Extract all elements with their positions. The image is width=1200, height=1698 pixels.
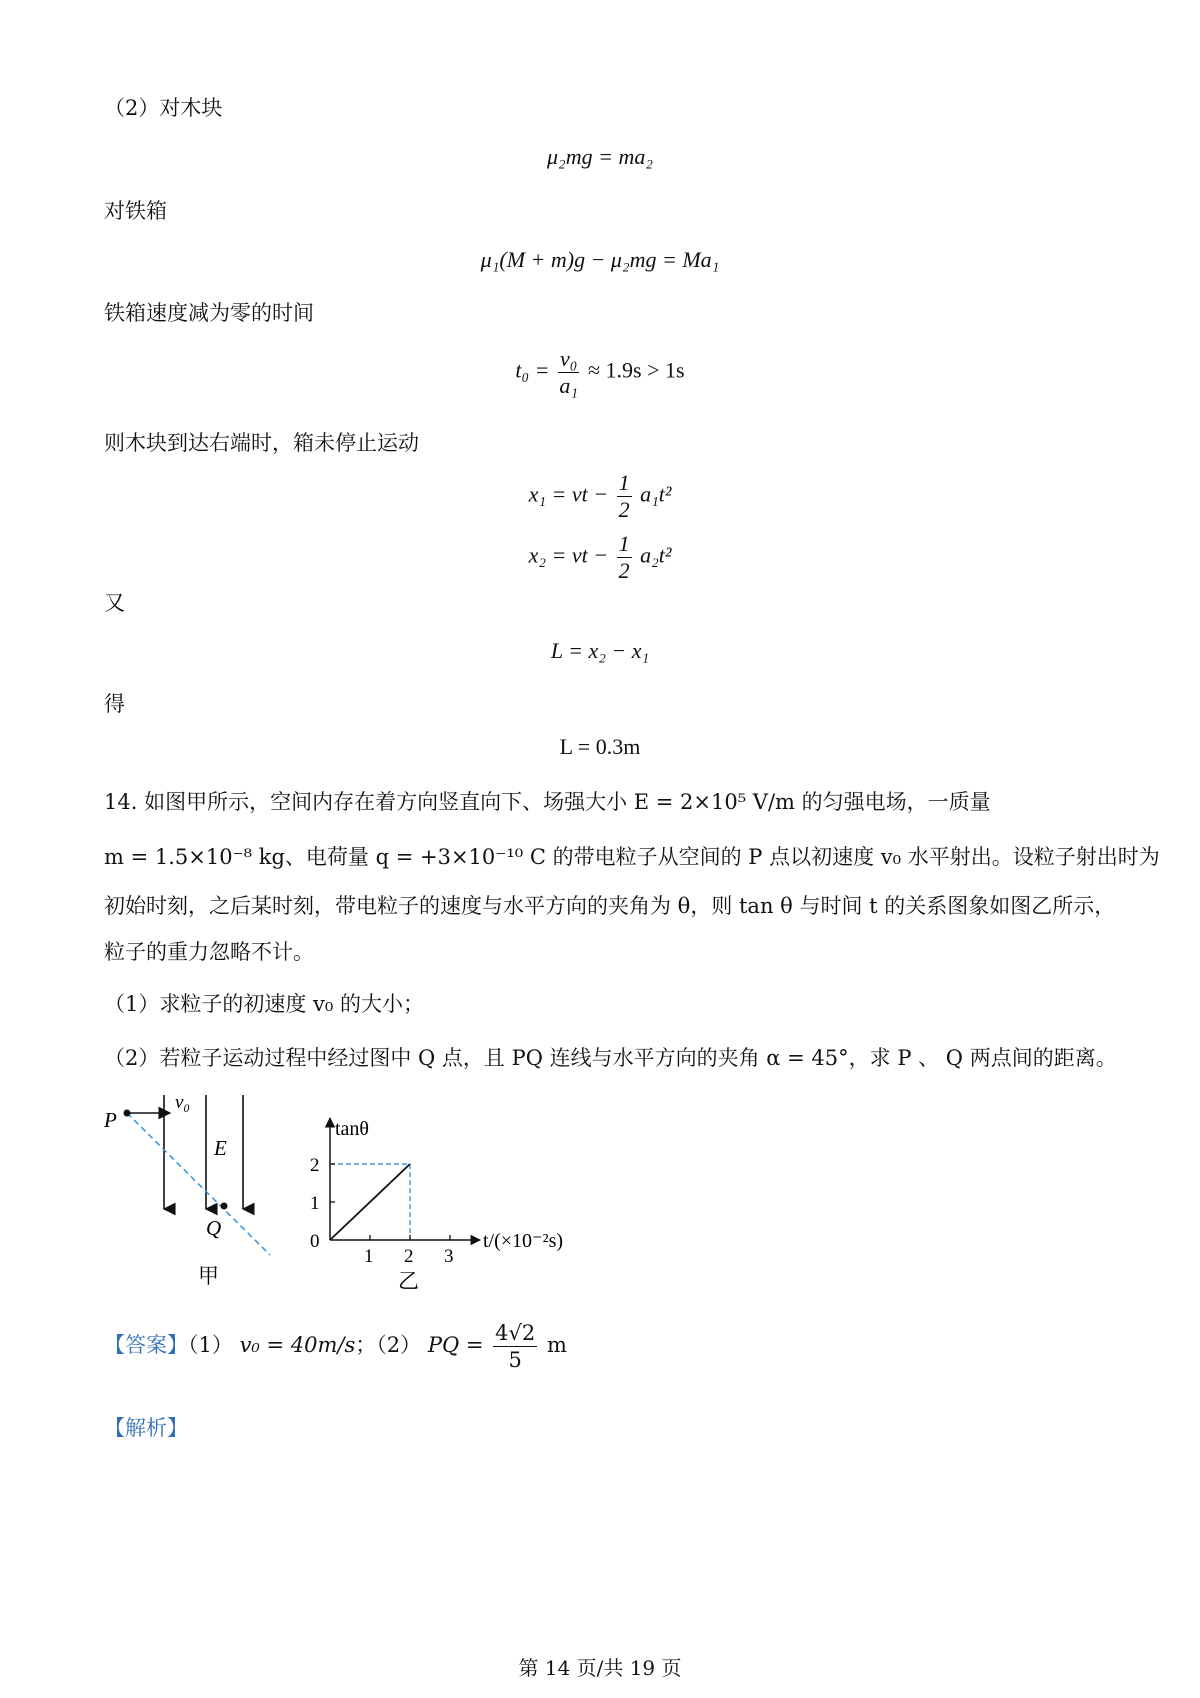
answer-v0: v₀ = 40m/s <box>239 1333 356 1357</box>
answer-pq-fraction <box>493 1320 537 1373</box>
also-label: 又 <box>104 591 125 615</box>
y-axis-label: tanθ <box>335 1118 370 1140</box>
equation-wood-block: μ₂mg = ma₂ <box>547 144 653 169</box>
label-E: E <box>214 1136 227 1160</box>
eq3-num: v₀ <box>560 346 578 371</box>
q14-line1: 14. 如图甲所示，空间内存在着方向竖直向下、场强大小 E = 2×10⁵ V/m 的匀强电场，一质量 <box>104 790 991 814</box>
page-footer: 第 14 页/共 19 页 <box>518 1656 682 1680</box>
equation-x2 <box>0 531 1200 584</box>
iron-box-label: 对铁箱 <box>104 199 167 223</box>
answer-pq-unit: m <box>546 1333 567 1357</box>
pq-dashed-line <box>127 1113 270 1255</box>
eq5-lhs: x₂ = vt − <box>528 542 609 568</box>
answer-separator: ；（2） <box>355 1333 422 1357</box>
eq3-rhs: ≈ 1.9s > 1s <box>587 357 685 383</box>
label-P: P <box>104 1108 117 1132</box>
eq4-lhs: x₁ = vt − <box>528 481 609 507</box>
eq3-den: a₁ <box>559 373 579 398</box>
y-tick-label: 0 <box>310 1231 320 1252</box>
answer-part1: （1） <box>188 1333 233 1357</box>
q14-line3: 初始时刻，之后某时刻，带电粒子的速度与水平方向的夹角为 θ，则 tan θ 与时间 t 的关系图象如图乙所示， <box>104 894 1116 918</box>
q14-line4: 粒子的重力忽略不计。 <box>104 940 314 964</box>
x-axis-label: t/(×10⁻²s) <box>483 1230 564 1252</box>
get-label: 得 <box>104 692 125 716</box>
label-Q: Q <box>206 1216 222 1240</box>
answer-pq-lhs: PQ = <box>427 1333 484 1357</box>
part2-label: （2）对木块 <box>104 96 223 120</box>
equation-L-result: L = 0.3m <box>559 734 641 759</box>
eq3-fraction <box>558 346 579 399</box>
eq5-rhs: a₂t² <box>640 542 672 568</box>
equation-t0 <box>0 346 1200 399</box>
q14-subquestion-1: （1）求粒子的初速度 v₀ 的大小； <box>104 992 424 1016</box>
point-P <box>124 1110 131 1117</box>
x-tick-label: 3 <box>444 1246 454 1267</box>
eq4-fraction <box>617 470 632 523</box>
answer-line <box>104 1320 567 1373</box>
eq4-rhs: a₁t² <box>640 481 672 507</box>
y-tick-label: 1 <box>310 1193 320 1214</box>
analysis-tag: 【解析】 <box>104 1416 188 1440</box>
eq5-num: 1 <box>618 531 630 556</box>
answer-pq-num: 4√2 <box>495 1321 536 1345</box>
equation-x1 <box>0 470 1200 523</box>
eq5-fraction <box>617 531 632 584</box>
caption-jia: 甲 <box>198 1264 219 1288</box>
eq4-den: 2 <box>618 497 630 522</box>
answer-tag: 【答案】 <box>104 1333 188 1357</box>
q14-subquestion-2: （2）若粒子运动过程中经过图中 Q 点，且 PQ 连线与水平方向的夹角 α = 45°，求 P 、 Q 两点间的距离。 <box>104 1046 1117 1070</box>
q14-line2: m = 1.5×10⁻⁸ kg、电荷量 q = +3×10⁻¹⁰ C 的带电粒子从空间的 P 点以初速度 v₀ 水平射出。设粒子射出时为 <box>104 845 1160 869</box>
point-Q <box>221 1203 228 1210</box>
x-tick-label: 1 <box>364 1246 374 1267</box>
eq3-lhs: t₀ = <box>515 357 550 383</box>
caption-yi: 乙 <box>398 1269 419 1293</box>
equation-iron-box: μ₁(M + m)g − μ₂mg = Ma₁ <box>480 247 720 272</box>
y-tick-label: 2 <box>310 1155 320 1176</box>
not-stopped-text: 则木块到达右端时，箱未停止运动 <box>104 431 419 455</box>
label-v0: v₀ <box>175 1092 191 1113</box>
x-tick-label: 2 <box>404 1246 414 1267</box>
answer-pq-den: 5 <box>508 1348 522 1372</box>
figure-jia <box>100 1085 300 1295</box>
eq4-num: 1 <box>618 470 630 495</box>
tan-theta-line <box>330 1164 410 1240</box>
equation-L: L = x₂ − x₁ <box>550 638 650 663</box>
figure-yi-chart <box>300 1110 590 1295</box>
eq5-den: 2 <box>618 558 630 583</box>
time-label: 铁箱速度减为零的时间 <box>104 301 314 325</box>
